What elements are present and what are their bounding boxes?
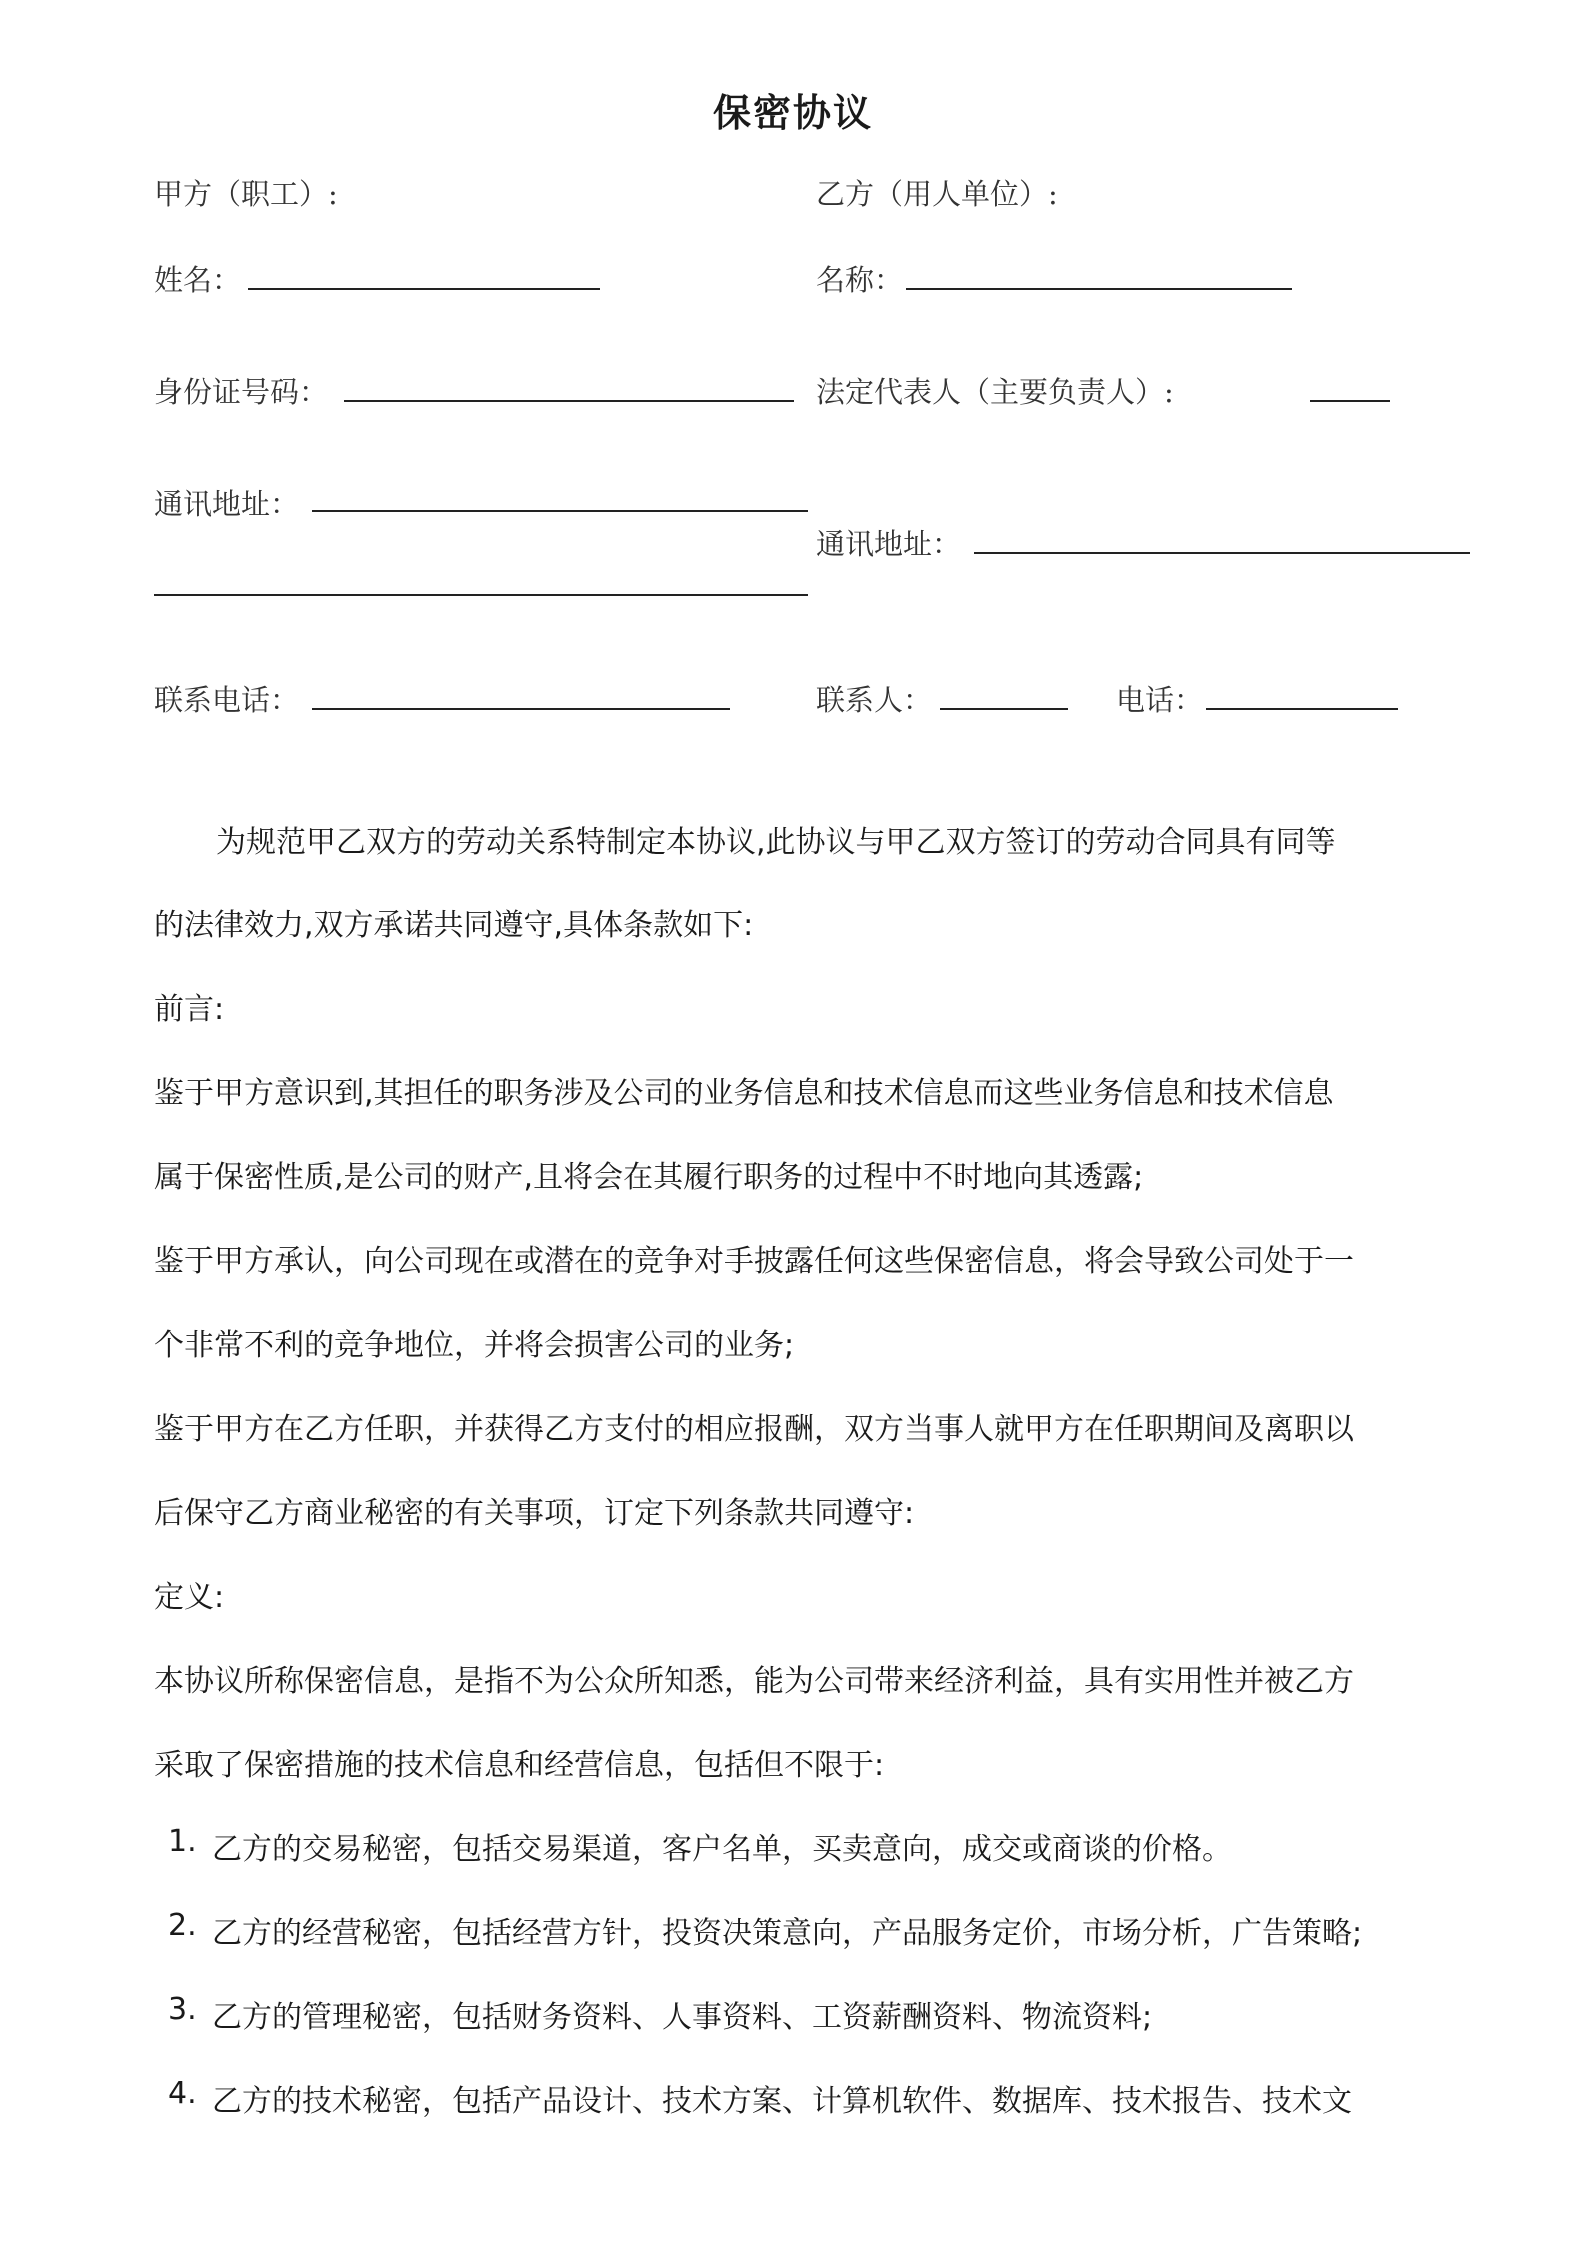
party-b-address-field[interactable] [974,552,1470,554]
preface-line: 属于保密性质,是公司的财产,且将会在其履行职务的过程中不时地向其透露; [154,1160,1144,1195]
party-a-name-label: 姓名： [154,263,242,297]
party-a-name-field[interactable] [248,288,600,290]
party-b-rep-field[interactable] [1310,400,1390,402]
preface-line: 个非常不利的竞争地位，并将会损害公司的业务; [154,1328,795,1363]
document-title: 保密协议 [712,91,873,135]
party-a-phone-label: 联系电话： [154,683,300,717]
list-item: 乙方的经营秘密，包括经营方针，投资决策意向，产品服务定价，市场分析，广告策略; [212,1916,1363,1951]
preface-line: 鉴于甲方在乙方任职，并获得乙方支付的相应报酬，双方当事人就甲方在任职期间及离职以 [154,1412,1354,1447]
intro-line: 的法律效力,双方承诺共同遵守,具体条款如下: [154,908,754,943]
party-b-tel-label: 电话： [1116,683,1204,717]
list-item-number: 4. [168,2076,197,2111]
list-item: 乙方的交易秘密，包括交易渠道，客户名单，买卖意向，成交或商谈的价格。 [212,1832,1232,1867]
party-b-address-label: 通讯地址： [816,527,962,561]
definition-line: 本协议所称保密信息，是指不为公众所知悉，能为公司带来经济利益，具有实用性并被乙方 [154,1664,1354,1699]
definition-heading: 定义: [154,1580,225,1615]
party-b-name-field[interactable] [906,288,1292,290]
preface-heading: 前言: [154,992,225,1027]
party-a-id-field[interactable] [344,400,794,402]
list-item-number: 3. [168,1992,197,2027]
list-item: 乙方的管理秘密，包括财务资料、人事资料、工资薪酬资料、物流资料; [212,2000,1153,2035]
list-item: 乙方的技术秘密，包括产品设计、技术方案、计算机软件、数据库、技术报告、技术文 [212,2084,1352,2119]
party-b-header: 乙方（用人单位）: [816,177,1058,211]
intro-line: 为规范甲乙双方的劳动关系特制定本协议,此协议与甲乙双方签订的劳动合同具有同等 [216,825,1336,860]
party-b-tel-field[interactable] [1206,708,1398,710]
preface-line: 后保守乙方商业秘密的有关事项，订定下列条款共同遵守: [154,1496,915,1531]
party-a-header: 甲方（职工）: [154,177,338,211]
list-item-number: 1. [168,1824,197,1859]
party-a-address-field[interactable] [312,510,808,512]
party-a-address-field-2[interactable] [154,594,808,596]
party-a-phone-field[interactable] [312,708,730,710]
party-b-rep-label: 法定代表人（主要负责人）: [816,375,1174,409]
preface-line: 鉴于甲方意识到,其担任的职务涉及公司的业务信息和技术信息而这些业务信息和技术信息 [154,1076,1334,1111]
definition-line: 采取了保密措施的技术信息和经营信息，包括但不限于: [154,1748,885,1783]
party-b-name-label: 名称： [816,263,904,297]
party-a-id-label: 身份证号码： [154,375,329,409]
list-item-number: 2. [168,1908,197,1943]
preface-line: 鉴于甲方承认，向公司现在或潜在的竞争对手披露任何这些保密信息，将会导致公司处于一 [154,1244,1354,1279]
party-b-contact-label: 联系人： [816,683,933,717]
party-a-address-label: 通讯地址： [154,487,300,521]
party-b-contact-field[interactable] [940,708,1068,710]
